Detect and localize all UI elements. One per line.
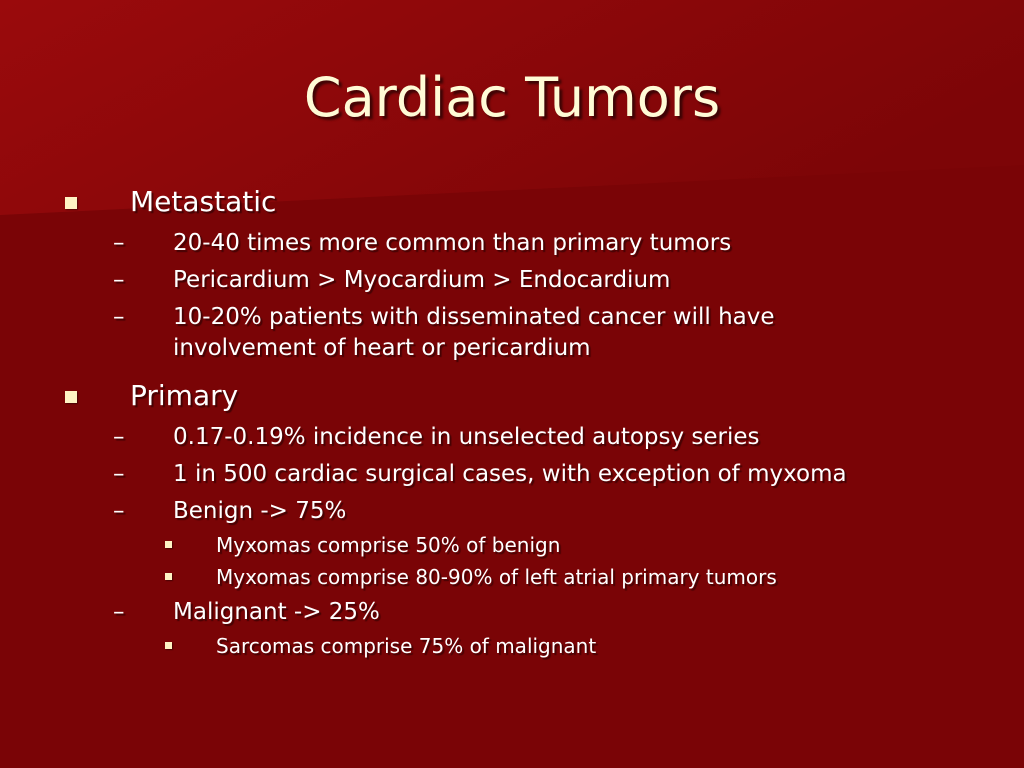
sub-bullet-benign <box>0 496 1024 527</box>
square-bullet-icon <box>65 391 77 403</box>
sub-bullet-text: Pericardium > Myocardium > Endocardium <box>173 267 671 293</box>
sub-sub-bullet <box>0 632 1024 660</box>
sub-bullet-malignant <box>0 597 1024 628</box>
small-square-bullet-icon <box>165 642 172 649</box>
dash-bullet-icon: – <box>113 599 125 625</box>
sub-bullet-text: Malignant -> 25% <box>173 599 380 625</box>
dash-bullet-icon: – <box>113 230 125 256</box>
bullet-metastatic <box>0 182 1024 222</box>
slide-title: Cardiac Tumors <box>303 66 721 129</box>
sub-sub-bullet-text: Myxomas comprise 80-90% of left atrial primary tumors <box>216 565 777 589</box>
sub-bullet-text: 10-20% patients with disseminated cancer will have involvement of heart or pericardium <box>173 304 775 361</box>
dash-bullet-icon: – <box>113 461 125 487</box>
square-bullet-icon <box>65 197 77 209</box>
sub-bullet <box>0 302 1024 364</box>
sub-bullet <box>0 422 1024 453</box>
bullet-label: Metastatic <box>130 185 277 218</box>
sub-bullet <box>0 228 1024 259</box>
sub-bullet-text: Benign -> 75% <box>173 498 347 524</box>
dash-bullet-icon: – <box>113 267 125 293</box>
bullet-label: Primary <box>130 379 239 412</box>
bullet-list <box>0 182 1024 660</box>
dash-bullet-icon: – <box>113 424 125 450</box>
small-square-bullet-icon <box>165 541 172 548</box>
sub-bullet <box>0 459 1024 490</box>
sub-sub-bullet <box>0 563 1024 591</box>
small-square-bullet-icon <box>165 573 172 580</box>
bullet-primary <box>0 376 1024 416</box>
sub-sub-bullet <box>0 531 1024 559</box>
sub-sub-bullet-text: Sarcomas comprise 75% of malignant <box>216 634 597 658</box>
sub-bullet-text: 0.17-0.19% incidence in unselected autopsy series <box>173 424 760 450</box>
sub-bullet <box>0 265 1024 296</box>
sub-sub-bullet-text: Myxomas comprise 50% of benign <box>216 533 561 557</box>
dash-bullet-icon: – <box>113 304 125 330</box>
sub-bullet-text: 1 in 500 cardiac surgical cases, with exception of myxoma <box>173 461 847 487</box>
dash-bullet-icon: – <box>113 498 125 524</box>
sub-bullet-text: 20-40 times more common than primary tumors <box>173 230 732 256</box>
